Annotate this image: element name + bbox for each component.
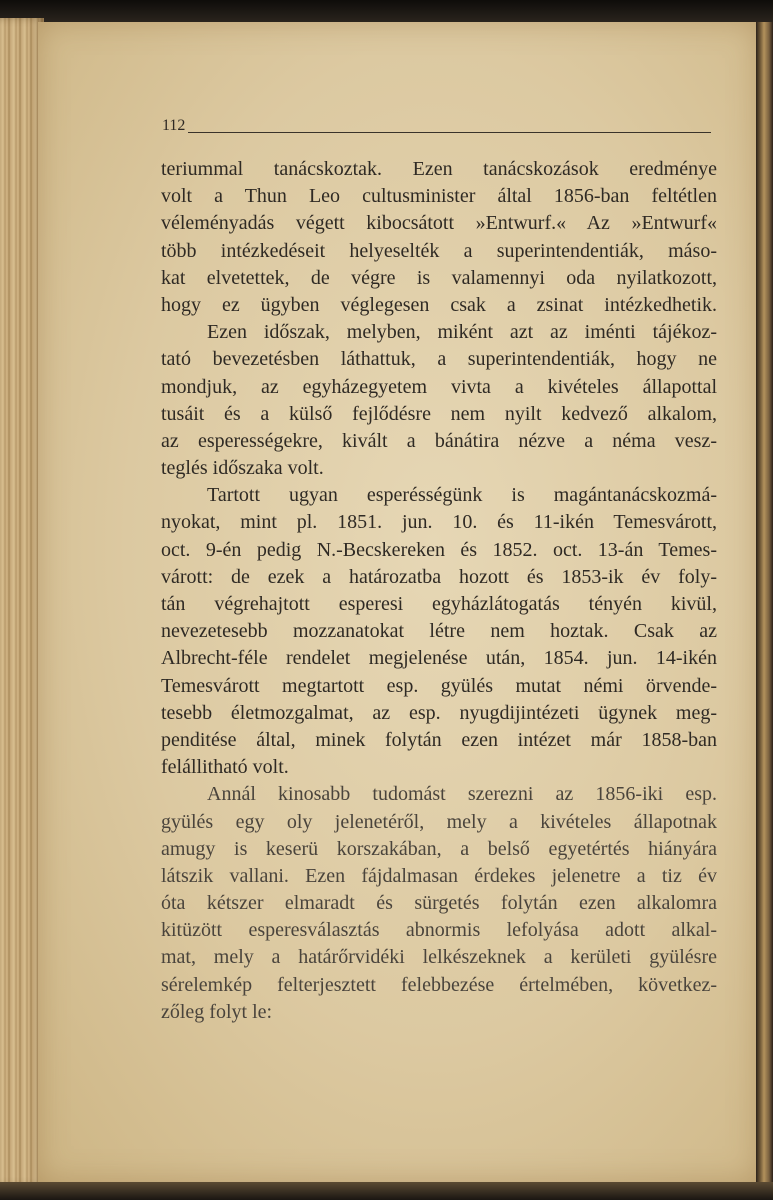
text-line: penditése által, minek folytán ezen intézet már 1858-ban [161, 728, 717, 751]
page-edge-shadow [756, 22, 773, 1182]
text-line: óta kétszer elmaradt és sürgetés folytán ezen alkalomra [161, 892, 717, 915]
text-line: Albrecht-féle rendelet megjelenése után, 1854. jun. 14-ikén [161, 647, 717, 670]
text-line: kitüzött esperesválasztás abnormis lefolyása adott alkal- [161, 919, 717, 942]
text-line: nyokat, mint pl. 1851. jun. 10. és 11-ikén Temesvárott, [161, 511, 717, 534]
text-line: teriummal tanácskoztak. Ezen tanácskozások eredménye [161, 158, 717, 180]
text-line: nevezetesebb mozzanatokat létre nem hoztak. Csak az [161, 620, 717, 643]
paragraph-start-line: Ezen időszak, melyben, miként azt az iménti tájékoz- [207, 321, 717, 344]
paragraph-start-line: Annál kinosabb tudomást szerezni az 1856-iki esp. [207, 783, 717, 806]
text-line: mat, mely a határőrvidéki lelkészeknek a kerületi gyülésre [161, 946, 717, 969]
text-line: mondjuk, az egyházegyetem vivta a kivételes állapottal [161, 375, 717, 398]
text-line: kat elvetettek, de végre is valamennyi oda nyilatkozott, [161, 266, 717, 289]
text-line: gyülés egy oly jelenetéről, mely a kivételes állapotnak [161, 810, 717, 833]
paragraph-end-line: teglés időszaka volt. [161, 457, 324, 480]
text-line: sérelemkép felterjesztett felebbezése értelmében, következ- [161, 973, 717, 996]
text-line: tán végrehajtott esperesi egyházlátogatás tényén kivül, [161, 593, 717, 615]
text-line: várott: de ezek a határozatba hozott és 1853-ik év foly- [161, 565, 717, 588]
text-line: volt a Thun Leo cultusminister által 1856-ban feltétlen [161, 185, 717, 208]
text-line: tesebb életmozgalmat, az esp. nyugdijintézeti ügynek meg- [161, 701, 717, 724]
text-line: látszik vallani. Ezen fájdalmasan érdekes jelenetre a tiz év [161, 864, 717, 887]
paragraph-end-line: zőleg folyt le: [161, 1000, 273, 1023]
text-line: Temesvárott megtartott esp. gyülés mutat némi örvende- [161, 674, 717, 697]
text-line: véleményadás végett kibocsátott »Entwurf.« Az »Entwurf« [161, 212, 717, 235]
text-line: tató bevezetésben láthattuk, a superintendentiák, hogy ne [161, 348, 717, 371]
scan-top-border [0, 0, 773, 22]
paragraph-start-line: Tartott ugyan esperésségünk is magántanácskozmá- [207, 484, 717, 507]
page-body-text [161, 156, 717, 1026]
scan-bottom-border [0, 1182, 773, 1200]
text-line: tusáit és a külső fejlődésre nem nyilt kedvező alkalom, [161, 402, 717, 425]
text-line: hogy ez ügyben véglegesen csak a zsinat intézkedhetik. [161, 293, 717, 316]
text-line: az esperességekre, kivált a bánátira nézve a néma vesz- [161, 429, 717, 452]
paragraph-end-line: felállitható volt. [161, 756, 289, 779]
text-line: amugy is keserü korszakában, a belső egyetértés hiányára [161, 837, 717, 860]
page-number: 112 [162, 117, 186, 134]
header-rule [188, 132, 711, 133]
text-line: több intézkedéseit helyeselték a superintendentiák, máso- [161, 239, 717, 262]
text-line: oct. 9-én pedig N.-Becskereken és 1852. oct. 13-án Temes- [161, 538, 717, 561]
